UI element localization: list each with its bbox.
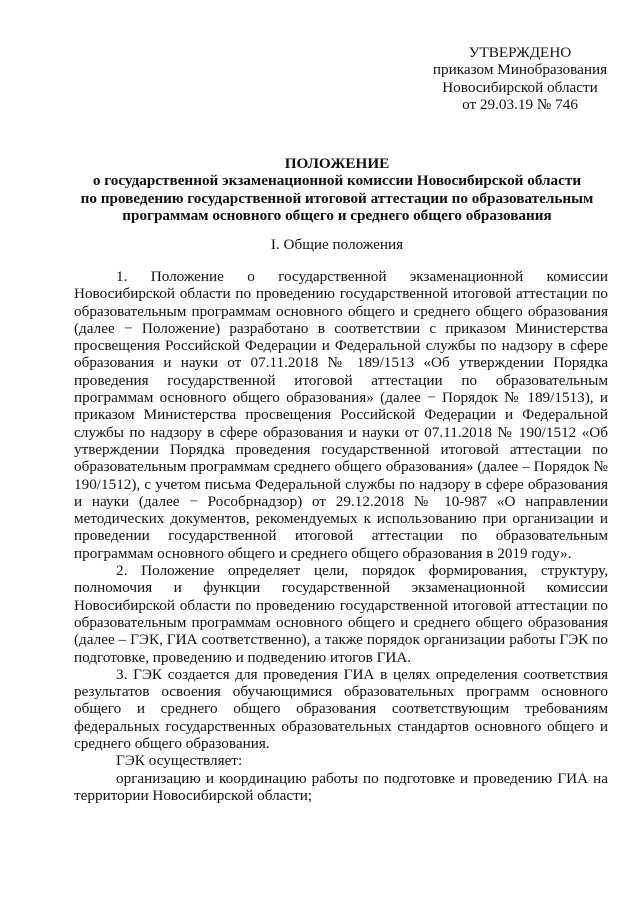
paragraph-1: 1. Положение о государственной экзаменационной комиссии Новосибирской области по проведению государственной итоговой аттестации по образовательным программам основного общего и среднего общего образования (далее − Положение) разработано в соответствии с приказом Министерства просвещения Российской Федерации и Федеральной службы по надзору в сфере образования и науки от 07.11.2018 № 189/1513 «Об утверждении Порядка проведения государственной итоговой аттестации по образовательным программам основного общего образования» (далее − Порядок № 189/1513), и приказом Министерства просвещения Российской Федерации и Федеральной службы по надзору в сфере образования и науки от 07.11.2018 № 190/1512 «Об утверждении Порядка проведения государственной итоговой аттестации по образовательным программам среднего общего образования» (далее – Порядок № 190/1512), с учетом письма Федеральной службы по надзору в сфере образования и науки (далее − Рособрнадзор) от 29.12.2018 № 10-987 «О направлении методических документов, рекомендуемых к использованию при организации и проведении государственной итоговой аттестации по образовательным программам основного общего и среднего общего образования в 2019 году». <box>74 268 608 562</box>
approval-line: УТВЕРЖДЕНО <box>468 44 572 61</box>
paragraph-4: ГЭК осуществляет: <box>116 752 243 770</box>
document-title <box>64 155 610 224</box>
title-line: программам основного общего и среднего общего образования <box>122 206 552 224</box>
paragraph-3: 3. ГЭК создается для проведения ГИА в целях определения соответствия результатов освоения обучающимися образовательных программ основного общего и среднего общего образования соответствующим требованиям федеральных государственных образовательных стандартов основного общего и среднего общего образования. <box>74 665 608 753</box>
title-line: по проведению государственной итоговой аттестации по образовательным <box>80 189 594 207</box>
document-body <box>74 268 608 804</box>
paragraph-2: 2. Положение определяет цели, порядок формирования, структуру, полномочия и функции государственной экзаменационной комиссии Новосибирской области по проведению государственной итоговой аттестации по образовательным программам основного общего и среднего общего образования (далее – ГЭК, ГИА соответственно), а также порядок организации работы ГЭК по подготовке, проведению и подведению итогов ГИА. <box>74 562 608 666</box>
approval-stamp-block <box>420 44 620 113</box>
approval-line: приказом Минобразования <box>432 61 608 79</box>
approval-date-number: от 29.03.19 № 746 <box>462 95 578 113</box>
title-line: о государственной экзаменационной комиссии Новосибирской области <box>92 172 582 190</box>
approval-line: Новосибирской области <box>442 78 598 96</box>
title-line: ПОЛОЖЕНИЕ <box>284 155 390 172</box>
paragraph-5: организацию и координацию работы по подготовке и проведению ГИА на территории Новосибирской области; <box>74 769 608 804</box>
section-heading: I. Общие положения <box>270 236 404 253</box>
